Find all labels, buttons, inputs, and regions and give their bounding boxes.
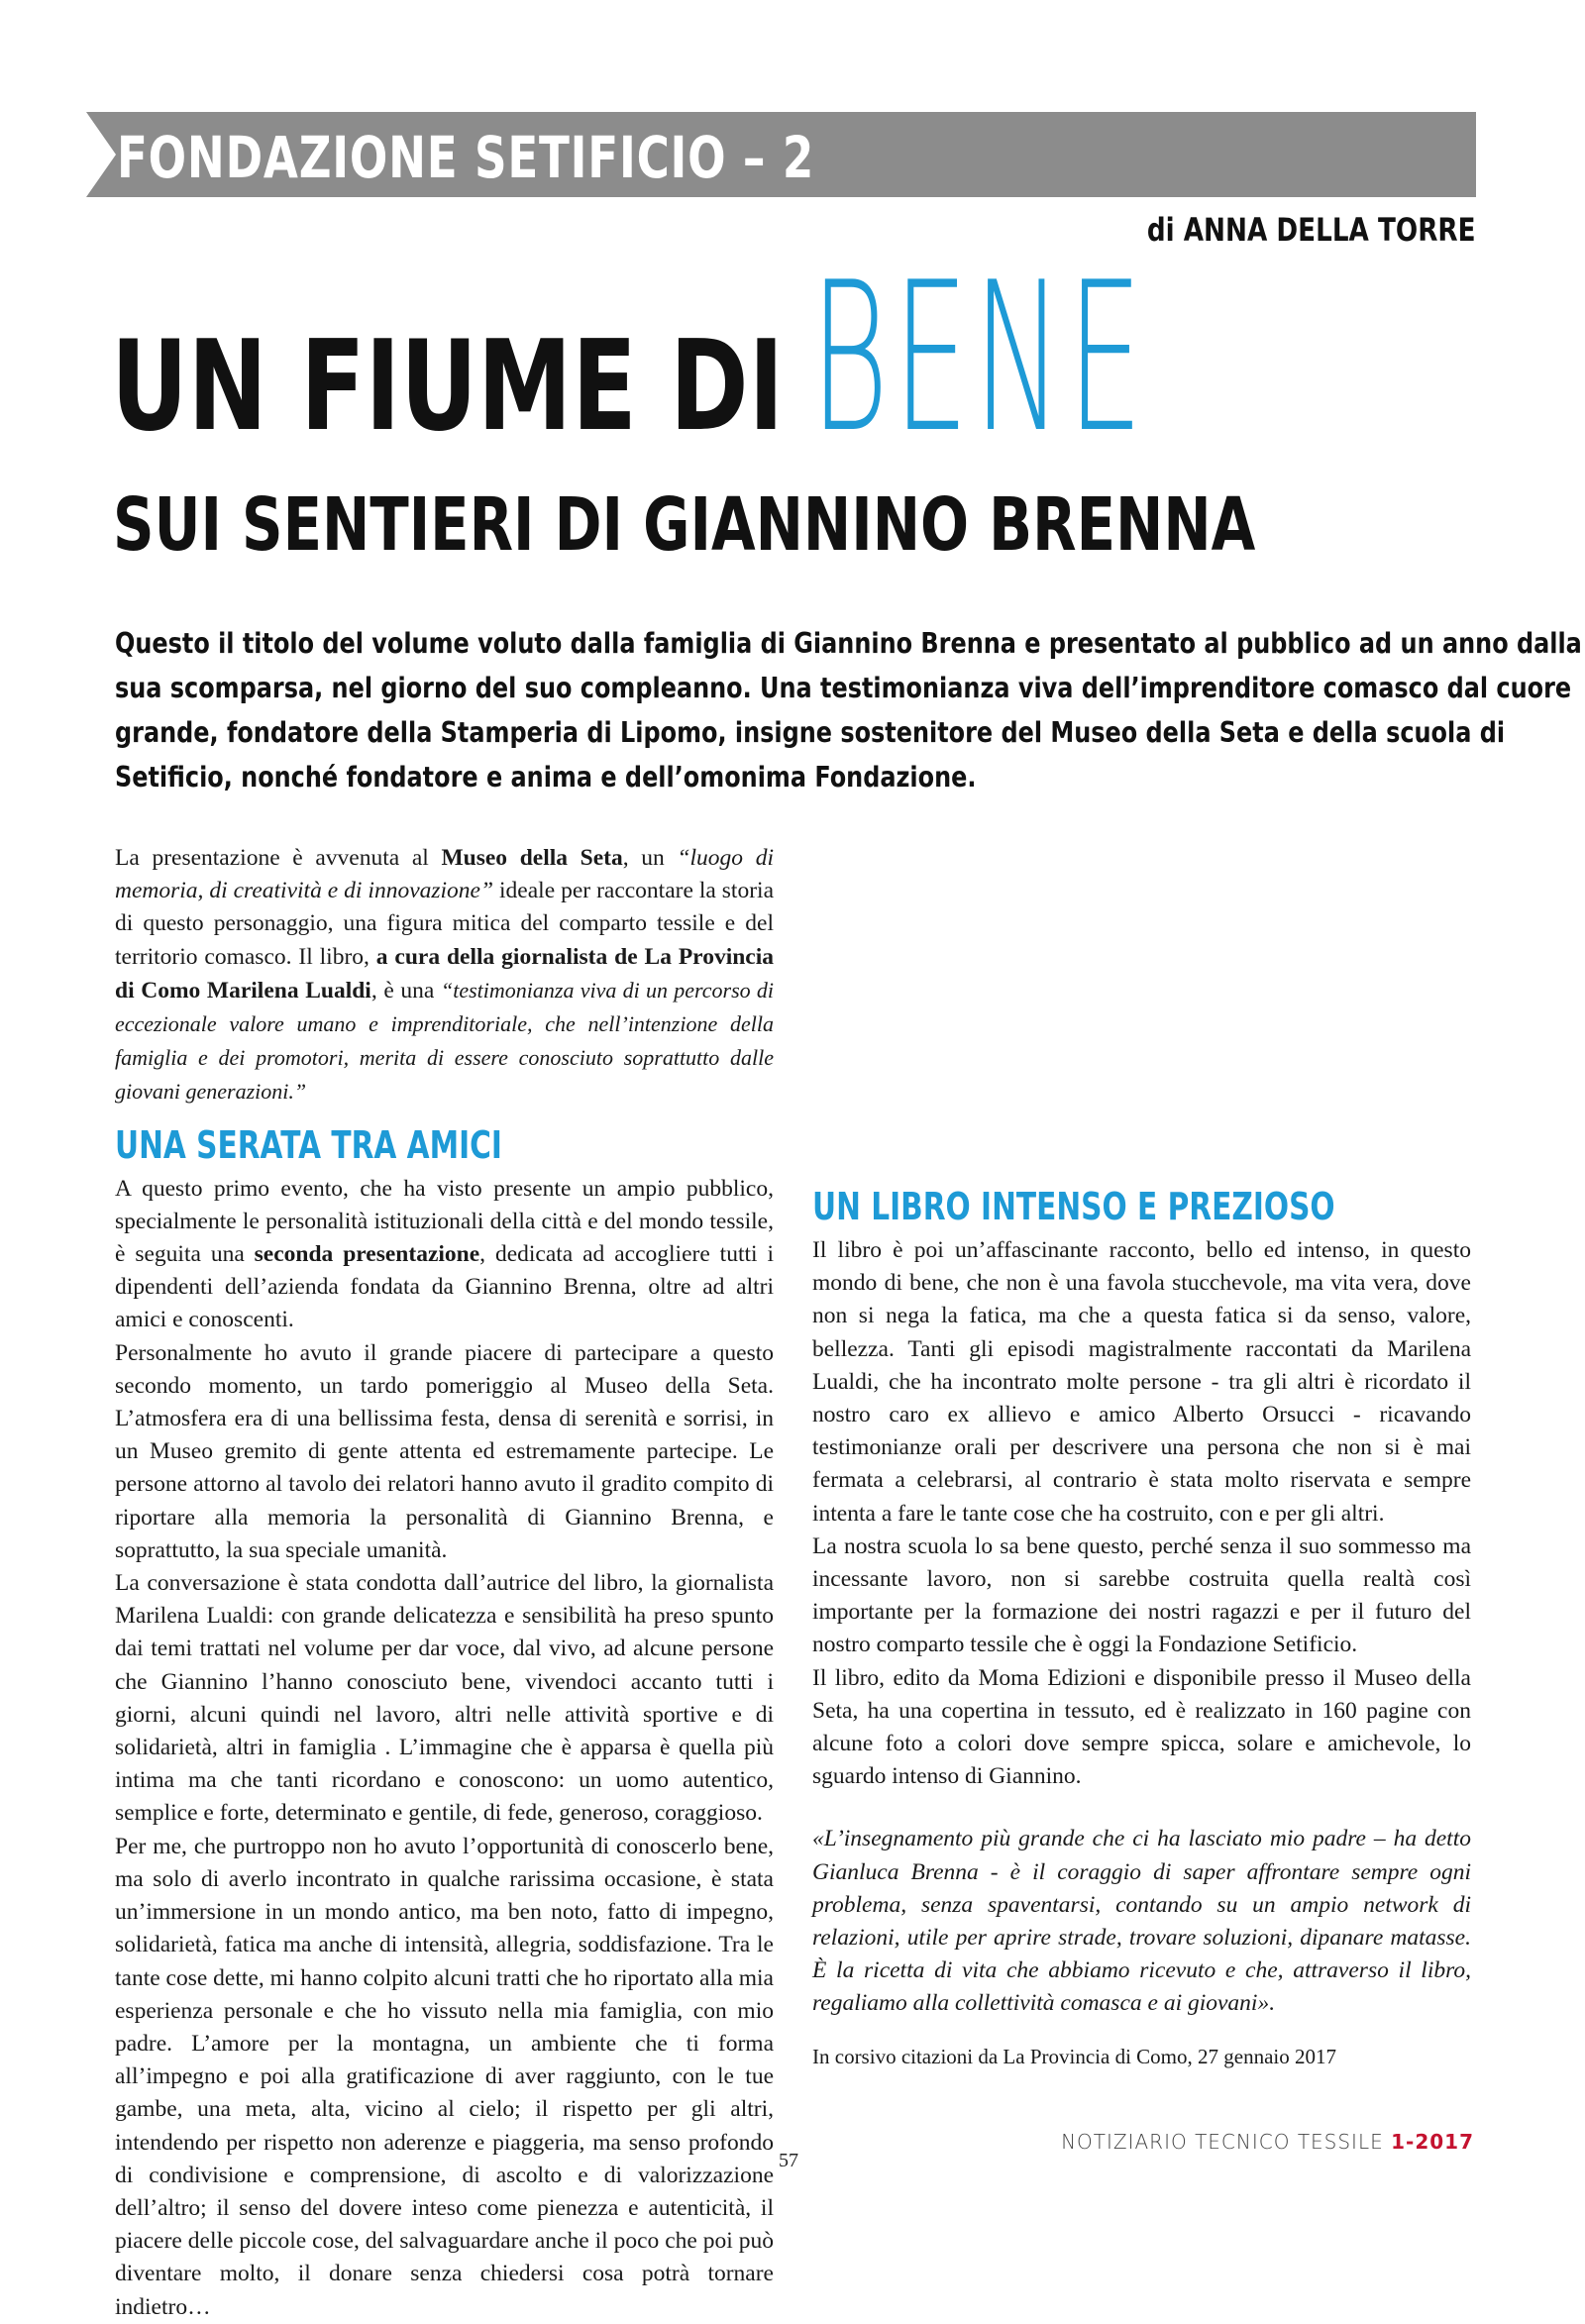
- text-run: , è una: [371, 978, 441, 1004]
- text-run-bold: Museo della Seta: [441, 845, 622, 871]
- section-heading-serata: UNA SERATA TRA AMICI: [115, 1123, 629, 1167]
- quote-paragraph: «L’insegnamento più grande che ci ha lasciato mio padre – ha detto Gianluca Brenna - è il coraggio di saper affrontare sempre ogni problema, senza spaventarsi, contando su un ampio network di relazioni, utile per aprire strade, trovare soluzioni, dipanare matasse. È la ricetta di vita che abbiamo ricevuto e che, attraverso il libro, regaliamo alla collettività comasca e ai giovani».: [812, 1823, 1471, 2020]
- lead-paragraph: [115, 621, 1472, 799]
- continued-text-wrap: [812, 842, 1471, 1171]
- article-column-right: [812, 842, 1471, 2073]
- text-run-bold: a cura della giornalista de La Provincia di Como Marilena Lualdi: [115, 944, 774, 1004]
- text-run-bold: seconda presentazione: [255, 1241, 480, 1267]
- text-run-italic: “luogo di memoria, di creatività e di innovazione”: [115, 845, 774, 903]
- body-paragraph: La nostra scuola lo sa bene questo, perché senza il suo sommesso ma incessante lavoro, non si sarebbe costruita quella realtà così importante per la formazione dei nostri ragazzi e per il futuro del nostro comparto tessile che è oggi la Fondazione Setificio.: [812, 1531, 1471, 1662]
- text-run-italic: “testimonianza viva di un percorso di eccezionale valore umano e imprenditoriale, che nell’intenzione della famiglia e dei promotori, merita di essere conosciuto soprattutto dalle giovani generazioni.”: [115, 978, 774, 1105]
- headline-accent-word: BENE: [810, 260, 1147, 458]
- text-run: A questo primo evento, che ha visto presente un ampio pubblico, specialmente le personalità istituzionali della città e del mondo tessile, è seguita una: [115, 1176, 774, 1267]
- page-number: 57: [779, 2150, 798, 2172]
- lead-line: Setificio, nonché fondatore e anima e dell’omonima Fondazione.: [115, 755, 1255, 799]
- body-paragraph: Il libro, edito da Moma Edizioni e disponibile presso il Museo della Seta, ha una copertina in tessuto, ed è realizzato in 160 pagine con alcune foto a colori dove sempre spicca, solare e amichevole, lo sguardo intenso di Giannino.: [812, 1662, 1471, 1794]
- headline-subtitle: SUI SENTIERI DI GIANNINO BRENNA: [113, 482, 1255, 568]
- lead-line: sua scomparsa, nel giorno del suo compleanno. Una testimonianza viva dell’imprenditore comasco dal cuore: [115, 666, 1255, 710]
- body-paragraph: Il libro è poi un’affascinante racconto, bello ed intenso, in questo mondo di bene, che non è una favola stucchevole, ma vita vera, dove non si nega la fatica, ma che a questa fatica si da senso, valore, bellezza. Tanti gli episodi magistralmente raccontati da Marilena Lualdi, che ha incontrato molte persone - tra gli altri è ricordato il nostro caro ex allievo e amico Alberto Orsucci - ricavando testimonianze orali per descrivere una persona che non si è mai fermata a celebrarsi, al contrario è stata molto riservata e sempre intenta a fare le tante cose che ha costruito, con e per gli altri.: [812, 1234, 1471, 1531]
- intro-paragraph: [115, 842, 774, 1109]
- section-heading-libro: UN LIBRO INTENSO E PREZIOSO: [812, 1185, 1326, 1228]
- source-note: In corsivo citazioni da La Provincia di Como, 27 gennaio 2017: [812, 2041, 1471, 2073]
- text-run: , dedicata ad accogliere tutti i dipendenti dell’azienda fondata da Giannino Brenna, oltre ad altri amici e conoscenti.: [115, 1241, 774, 1332]
- lead-line: Questo il titolo del volume voluto dalla famiglia di Giannino Brenna e presentato al pubblico ad un anno dalla: [115, 621, 1255, 666]
- headline-main: UN FIUME DI: [111, 317, 784, 456]
- text-run: , un: [623, 845, 678, 871]
- body-paragraph: [115, 1173, 774, 1337]
- magazine-footer: [1061, 2130, 1474, 2154]
- author-byline: di ANNA DELLA TORRE: [1147, 211, 1476, 249]
- body-paragraph: La conversazione è stata condotta dall’autrice del libro, la giornalista Marilena Lualdi: con grande delicatezza e sensibilità ha preso spunto dai temi trattati nel volume per dar voce, dal vivo, ad alcune persone che Giannino l’hanno conosciuto bene, vivendoci accanto tutti i giorni, alcuni quindi nel lavoro, altri nelle attività sportive e di solidarietà, altri in famiglia . L’immagine che è apparsa è quella più intima ma che tanti ricordano e conoscono: un uomo autentico, semplice e forte, determinato e gentile, di fede, generoso, coraggioso.: [115, 1567, 774, 1831]
- magazine-name: NOTIZIARIO TECNICO TESSILE: [1061, 2130, 1384, 2154]
- lead-line: grande, fondatore della Stamperia di Lipomo, insigne sostenitore del Museo della Seta e della scuola di: [115, 710, 1255, 755]
- article-column-left: [115, 842, 774, 2324]
- body-paragraph: Personalmente ho avuto il grande piacere di partecipare a questo secondo momento, un tardo pomeriggio al Museo della Seta. L’atmosfera era di una bellissima festa, densa di serenità e sorrisi, in un Museo gremito di gente attenta ed estremamente partecipe. Le persone attorno al tavolo dei relatori hanno avuto il gradito compito di riportare alla memoria la personalità di Giannino Brenna, e soprattutto, la sua speciale umanità.: [115, 1337, 774, 1567]
- text-run: ideale per raccontare la storia di questo personaggio, una figura mitica del comparto tessile e del territorio comasco. Il libro,: [115, 878, 774, 969]
- text-run: La presentazione è avvenuta al: [115, 845, 441, 871]
- issue-number: 1-2017: [1391, 2130, 1474, 2154]
- body-paragraph-split: Per me, che purtroppo non ho avuto l’opportunità di conoscerlo bene, ma solo di averlo incontrato in qualche rarissima occasione, è stata un’immersione in un mondo antico, ma ben noto, fatto di impegno, solidarietà, fatica ma anche di intensità, allegria, soddisfazione. Tra le tante cose dette, mi hanno colpito alcuni tratti che ho riportato alla mia esperienza personale e che ho vissuto nella mia famiglia, con mio padre. L’amore per la montagna, un ambiente che ti forma all’impegno e poi alla gratificazione di aver raggiunto, con le tue gambe, una meta, alta, vicino al cielo; il rispetto per gli altri, intendendo per rispetto non aderenze e piaggeria, ma senso profondo di condivisione e comprensione, di ascolto e di valorizzazione dell’altro; il senso del dovere inteso come pienezza e autenticità, il piacere delle piccole cose, del salvaguardare anche il poco che poi può diventare molto, il donare senza chiedersi cosa potrà tornare indietro…: [115, 1831, 774, 2324]
- section-title: FONDAZIONE SETIFICIO – 2: [117, 115, 814, 200]
